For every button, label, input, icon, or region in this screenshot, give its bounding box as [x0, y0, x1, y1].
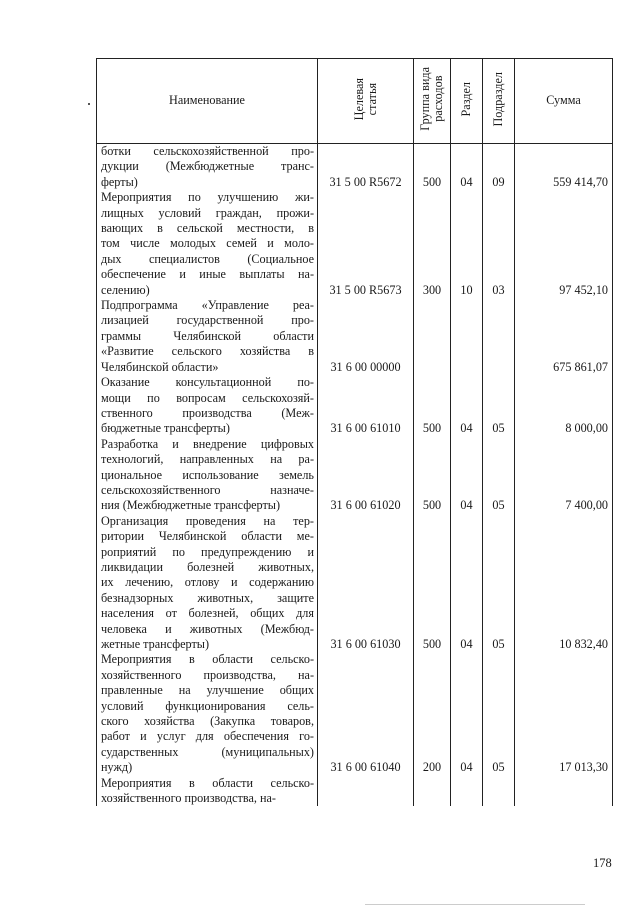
cell-name — [97, 375, 318, 437]
cell-target: 31 6 00 61020 — [318, 437, 414, 514]
table-row — [97, 776, 613, 807]
name-line: лищных условий граждан, прожи- — [101, 205, 314, 220]
cell-group: 200 — [414, 652, 451, 775]
cell-target: 31 6 00 61040 — [318, 652, 414, 775]
name-line: их лечению, отлову и содержанию — [101, 575, 314, 590]
name-line: сударственных (муниципальных) — [101, 744, 314, 759]
header-section-label: Раздел — [459, 81, 473, 117]
page-number: 178 — [593, 856, 612, 870]
cell-name — [97, 298, 318, 375]
name-line: сельскохозяйственного назначе- — [101, 482, 314, 497]
cell-section: 04 — [451, 375, 483, 437]
name-line: правленные на улучшение общих — [101, 683, 314, 698]
name-line: граммы Челябинской области — [101, 328, 314, 343]
table-row — [97, 652, 613, 775]
cell-section: 10 — [451, 190, 483, 298]
name-line: ского хозяйства (Закупка товаров, — [101, 714, 314, 729]
cell-subsection: 05 — [483, 437, 515, 514]
name-line: ритории Челябинской области ме- — [101, 529, 314, 544]
cell-sum — [515, 776, 613, 807]
header-group-label: Группа вида расходов — [418, 66, 445, 131]
cell-sum: 17 013,30 — [515, 652, 613, 775]
cell-group — [414, 298, 451, 375]
cell-group: 500 — [414, 514, 451, 653]
header-section — [451, 59, 483, 144]
header-subsection-label: Подраздел — [491, 71, 505, 127]
cell-sum: 675 861,07 — [515, 298, 613, 375]
cell-subsection — [483, 776, 515, 807]
cell-section: 04 — [451, 514, 483, 653]
name-line: дукции (Межбюджетные транс- — [101, 159, 314, 174]
table-row — [97, 144, 613, 191]
name-line: лизацией государственной про- — [101, 313, 314, 328]
cell-subsection: 05 — [483, 375, 515, 437]
cell-target — [318, 776, 414, 807]
cell-section — [451, 776, 483, 807]
name-line: мощи по вопросам сельскохозяй- — [101, 390, 314, 405]
cell-group: 500 — [414, 437, 451, 514]
cell-name — [97, 776, 318, 807]
name-line: Мероприятия в области сельско- — [101, 775, 314, 790]
name-line: Организация проведения на тер- — [101, 513, 314, 528]
cell-name — [97, 514, 318, 653]
cell-section: 04 — [451, 437, 483, 514]
cell-sum: 559 414,70 — [515, 144, 613, 191]
name-line: жетные трансферты) — [101, 637, 210, 651]
cell-subsection — [483, 298, 515, 375]
name-line: ния (Межбюджетные трансферты) — [101, 498, 281, 513]
name-line: хозяйственного производства, на- — [101, 791, 276, 806]
name-line: том числе молодых семей и моло- — [101, 236, 314, 251]
name-line: Подпрограмма «Управление реа- — [101, 298, 314, 313]
name-line: ботки сельскохозяйственной про- — [101, 144, 314, 158]
header-target-label: Целевая статья — [351, 77, 379, 120]
name-line: Разработка и внедрение цифровых — [101, 436, 314, 451]
name-line: роприятий по предупреждению и — [101, 544, 314, 559]
name-line: нужд) — [101, 760, 133, 775]
cell-sum: 97 452,10 — [515, 190, 613, 298]
cell-sum: 7 400,00 — [515, 437, 613, 514]
name-line: Оказание консультационной по- — [101, 375, 314, 390]
cell-target: 31 6 00 61010 — [318, 375, 414, 437]
name-line: бюджетные трансферты) — [101, 421, 230, 436]
cell-group — [414, 776, 451, 807]
table-row — [97, 298, 613, 375]
header-subsection — [483, 59, 515, 144]
name-line: обеспечение и иные выплаты на- — [101, 267, 314, 282]
cell-sum: 8 000,00 — [515, 375, 613, 437]
budget-table — [96, 58, 613, 806]
cell-name — [97, 652, 318, 775]
cell-group: 500 — [414, 144, 451, 191]
cell-name — [97, 190, 318, 298]
table-row — [97, 190, 613, 298]
name-line: ликвидации болезней животных, — [101, 559, 314, 574]
name-line: селению) — [101, 282, 150, 297]
name-line: человека и животных (Межбюд- — [101, 621, 314, 636]
cell-sum: 10 832,40 — [515, 514, 613, 653]
name-line: ственного производства (Меж- — [101, 405, 314, 420]
cell-section: 04 — [451, 652, 483, 775]
name-line: работ и услуг для обеспечения го- — [101, 729, 314, 744]
table-row — [97, 375, 613, 437]
table-row — [97, 514, 613, 653]
cell-target: 31 6 00 00000 — [318, 298, 414, 375]
name-line: ферты) — [101, 174, 138, 189]
name-line: Мероприятия по улучшению жи- — [101, 190, 314, 205]
cell-subsection: 03 — [483, 190, 515, 298]
name-line: условий функционирования сель- — [101, 698, 314, 713]
cell-group: 500 — [414, 375, 451, 437]
header-name: Наименование — [97, 59, 318, 144]
cell-name — [97, 144, 318, 191]
name-line: населения от болезней, общих для — [101, 606, 314, 621]
name-line: безнадзорных животных, защите — [101, 590, 314, 605]
cell-name — [97, 437, 318, 514]
cell-subsection: 09 — [483, 144, 515, 191]
name-line: дых специалистов (Социальное — [101, 251, 314, 266]
cell-subsection: 05 — [483, 652, 515, 775]
cell-target: 31 5 00 R5673 — [318, 190, 414, 298]
cell-target: 31 5 00 R5672 — [318, 144, 414, 191]
cell-target: 31 6 00 61030 — [318, 514, 414, 653]
name-line: Челябинской области» — [101, 359, 219, 374]
cell-section: 04 — [451, 144, 483, 191]
name-line: «Развитие сельского хозяйства в — [101, 344, 314, 359]
cell-section — [451, 298, 483, 375]
name-line: вающих в сельской местности, в — [101, 221, 314, 236]
header-row — [97, 59, 613, 144]
name-line: циональное использование земель — [101, 467, 314, 482]
table-row — [97, 437, 613, 514]
scan-speck — [88, 103, 90, 105]
header-group — [414, 59, 451, 144]
name-line: технологий, направленных на ра- — [101, 452, 314, 467]
name-line: хозяйственного производства, на- — [101, 667, 314, 682]
cell-subsection: 05 — [483, 514, 515, 653]
cell-group: 300 — [414, 190, 451, 298]
header-target — [318, 59, 414, 144]
name-line: Мероприятия в области сельско- — [101, 652, 314, 667]
header-sum: Сумма — [515, 59, 613, 144]
